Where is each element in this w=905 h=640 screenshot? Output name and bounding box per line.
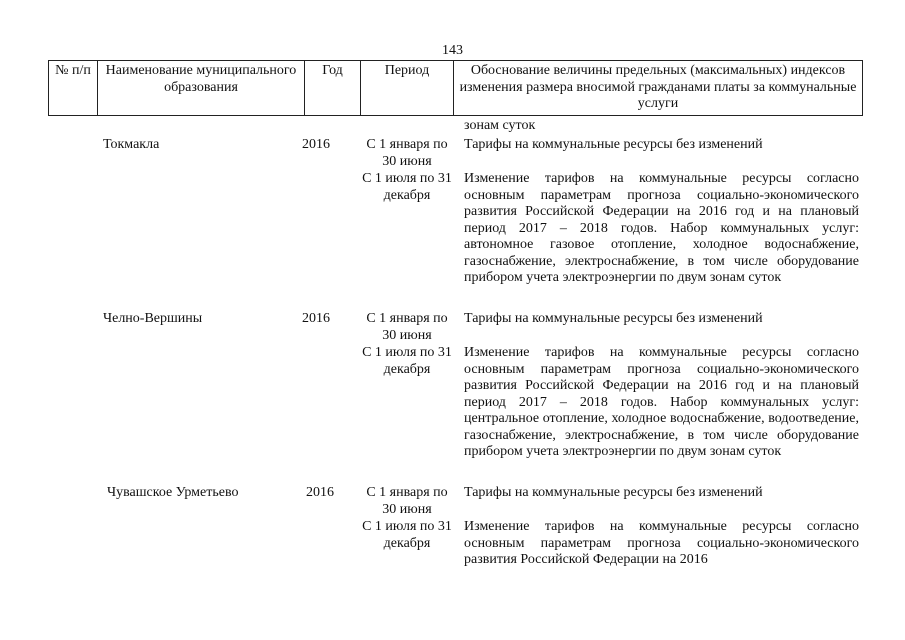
year-value: 2016	[306, 485, 334, 500]
basis-change: Изменение тарифов на коммунальные ресурсы согласно основным параметрам прогноза социально-экономического развития Российской Федерации на 2016	[464, 519, 859, 567]
basis-no-change: Тарифы на коммунальные ресурсы без изменений	[464, 311, 763, 326]
basis-no-change: Тарифы на коммунальные ресурсы без изменений	[464, 137, 763, 152]
page-number: 143	[442, 43, 463, 58]
header-year: Год	[305, 61, 361, 116]
period-second-half: С 1 июля по 31 декабря	[362, 519, 452, 551]
basis-change: Изменение тарифов на коммунальные ресурсы согласно основным параметрам прогноза социально-экономического развития Российской Федерации на 2016 год и на плановый период 2017 – 2018 годов. Набор коммунальных услуг: автономное газовое отопление, холодное водоснабжение, газоснабжение, электроснабжение, в том числе оборудование прибором учета электроэнергии по двум зонам суток	[464, 171, 859, 285]
municipality-name: Токмакла	[103, 137, 160, 152]
header-number: № п/п	[49, 61, 98, 116]
period-first-half: С 1 января по 30 июня	[366, 485, 448, 517]
year-value: 2016	[302, 311, 330, 326]
header-municipality: Наименование муниципального образования	[98, 61, 305, 116]
basis-change: Изменение тарифов на коммунальные ресурсы согласно основным параметрам прогноза социально-экономического развития Российской Федерации на 2016 год и на плановый период 2017 – 2018 годов. Набор коммунальных услуг: центральное отопление, холодное водоснабжение, водоотведение, газоснабжение, электроснабжение, в том числе оборудование прибором учета электроэнергии по двум зонам суток	[464, 345, 859, 459]
year-value: 2016	[302, 137, 330, 152]
continuation-text: зонам суток	[464, 118, 536, 133]
header-period: Период	[361, 61, 454, 116]
period-first-half: С 1 января по 30 июня	[366, 137, 448, 169]
basis-no-change: Тарифы на коммунальные ресурсы без изменений	[464, 485, 763, 500]
period-second-half: С 1 июля по 31 декабря	[362, 345, 452, 377]
period-first-half: С 1 января по 30 июня	[366, 311, 448, 343]
municipality-name: Челно-Вершины	[103, 311, 203, 326]
period-second-half: С 1 июля по 31 декабря	[362, 171, 452, 203]
header-basis: Обоснование величины предельных (максимальных) индексов изменения размера вносимой гражданами платы за коммунальные услуги	[454, 61, 863, 116]
municipality-name: Чувашское Урметьево	[107, 485, 239, 500]
table-header	[48, 60, 863, 116]
